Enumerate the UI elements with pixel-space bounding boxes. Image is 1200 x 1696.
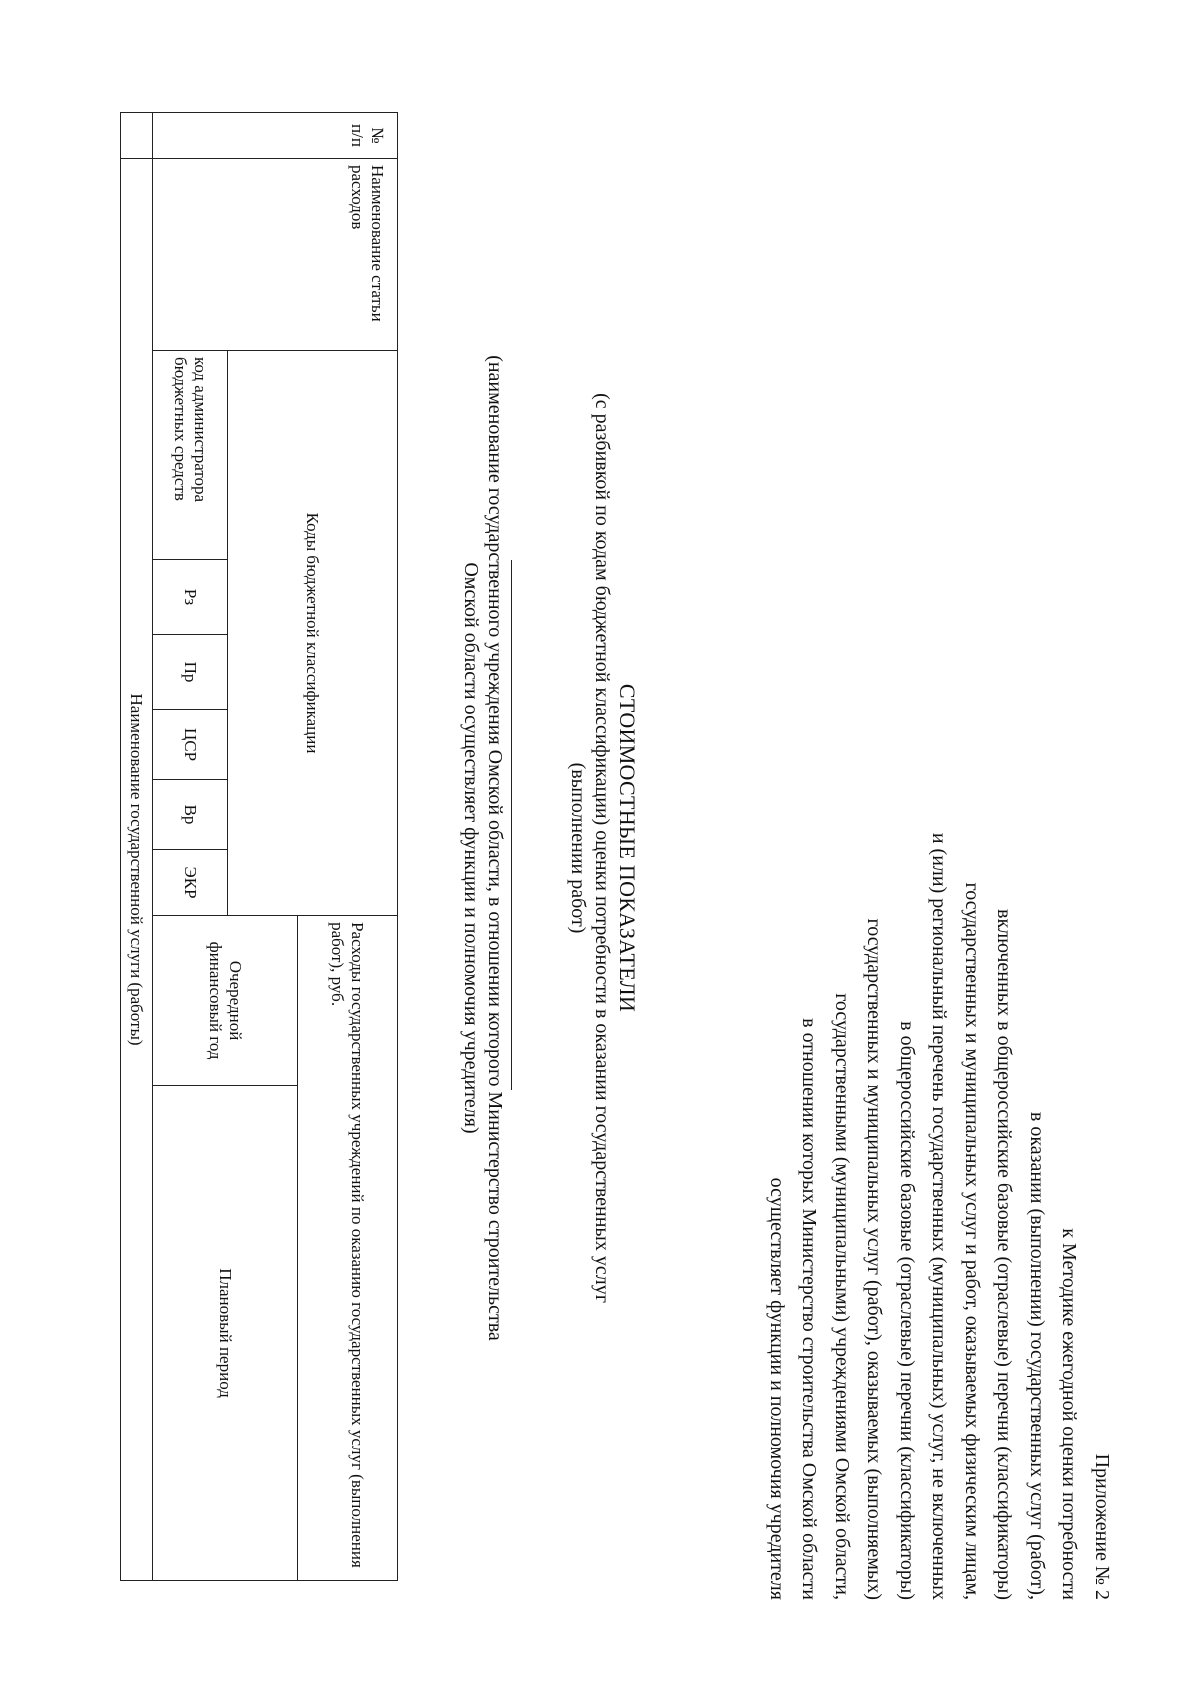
appendix-line: в отношении которых Министерство строительства Омской области <box>798 1018 821 1600</box>
header-planning-period: Плановый период <box>153 1086 298 1581</box>
document-subtitle-line-2: (выполнении работ) <box>567 762 589 934</box>
appendix-line: государственных и муниципальных услуг (работ), оказываемых (выполняемых) <box>863 918 886 1600</box>
appendix-line: в оказании (выполнении) государственных услуг (работ), <box>1026 1111 1048 1600</box>
header-code-rz: Рз <box>153 560 228 635</box>
header-number: № п/п <box>153 113 398 159</box>
appendix-line: включенных в общероссийские базовые (отраслевые) перечни (классификаторы) <box>993 909 1016 1600</box>
header-next-financial-year: Очередной финансовый год <box>153 916 298 1086</box>
appendix-line: к Методике ежегодной оценки потребности <box>1058 1228 1081 1600</box>
header-code-ekr: ЭКР <box>153 850 228 916</box>
document-subtitle-line-1: (с разбивкой по кодам бюджетной классификации) оценки потребности в оказании государственных услуг <box>591 393 613 1303</box>
header-code-pr: Пр <box>153 635 228 710</box>
institution-caption-line-1: (наименование государственного учреждения Омской области, в отношении которого Министерство строительства <box>484 355 506 1341</box>
institution-caption-line-2: Омской области осуществляет функции и полномочия учредителя) <box>460 562 482 1134</box>
header-budget-codes: Коды бюджетной классификации <box>228 351 398 916</box>
table-row-service-name <box>121 113 153 1581</box>
appendix-line: в общероссийские базовые (отраслевые) перечни (классификаторы) <box>896 1021 918 1600</box>
institution-blank-line <box>511 560 512 1090</box>
header-admin-code: код администратора бюджетных средств <box>153 351 228 560</box>
table-header-row-1 <box>298 113 398 1581</box>
document-title: СТОИМОСТНЫЕ ПОКАЗАТЕЛИ <box>615 683 640 1013</box>
appendix-line: осуществляет функции и полномочия учредителя <box>766 1177 788 1600</box>
cost-indicators-table <box>120 112 398 1581</box>
appendix-line: и (или) региональный перечень государственных (муниципальных) услуг, не включенных <box>928 832 951 1600</box>
header-expenses: Расходы государственных учреждений по оказанию государственных услуг (выполнения работ), руб. <box>298 916 398 1581</box>
header-code-vr: Вр <box>153 780 228 850</box>
title-block <box>566 0 640 1696</box>
appendix-header <box>761 430 1119 1600</box>
appendix-line: государственных и муниципальных услуг и работ, оказываемых физическим лицам, <box>961 882 983 1600</box>
service-name-cell: Наименование государственной услуги (работы) <box>121 159 153 1581</box>
header-code-csr: ЦСР <box>153 710 228 780</box>
appendix-line: государственными (муниципальными) учреждениями Омской области, <box>831 993 853 1600</box>
service-row-number-cell <box>121 113 153 159</box>
institution-caption <box>459 0 507 1696</box>
appendix-line: Приложение № 2 <box>1091 1453 1113 1600</box>
header-item-name: Наименование статьи расходов <box>153 159 398 351</box>
